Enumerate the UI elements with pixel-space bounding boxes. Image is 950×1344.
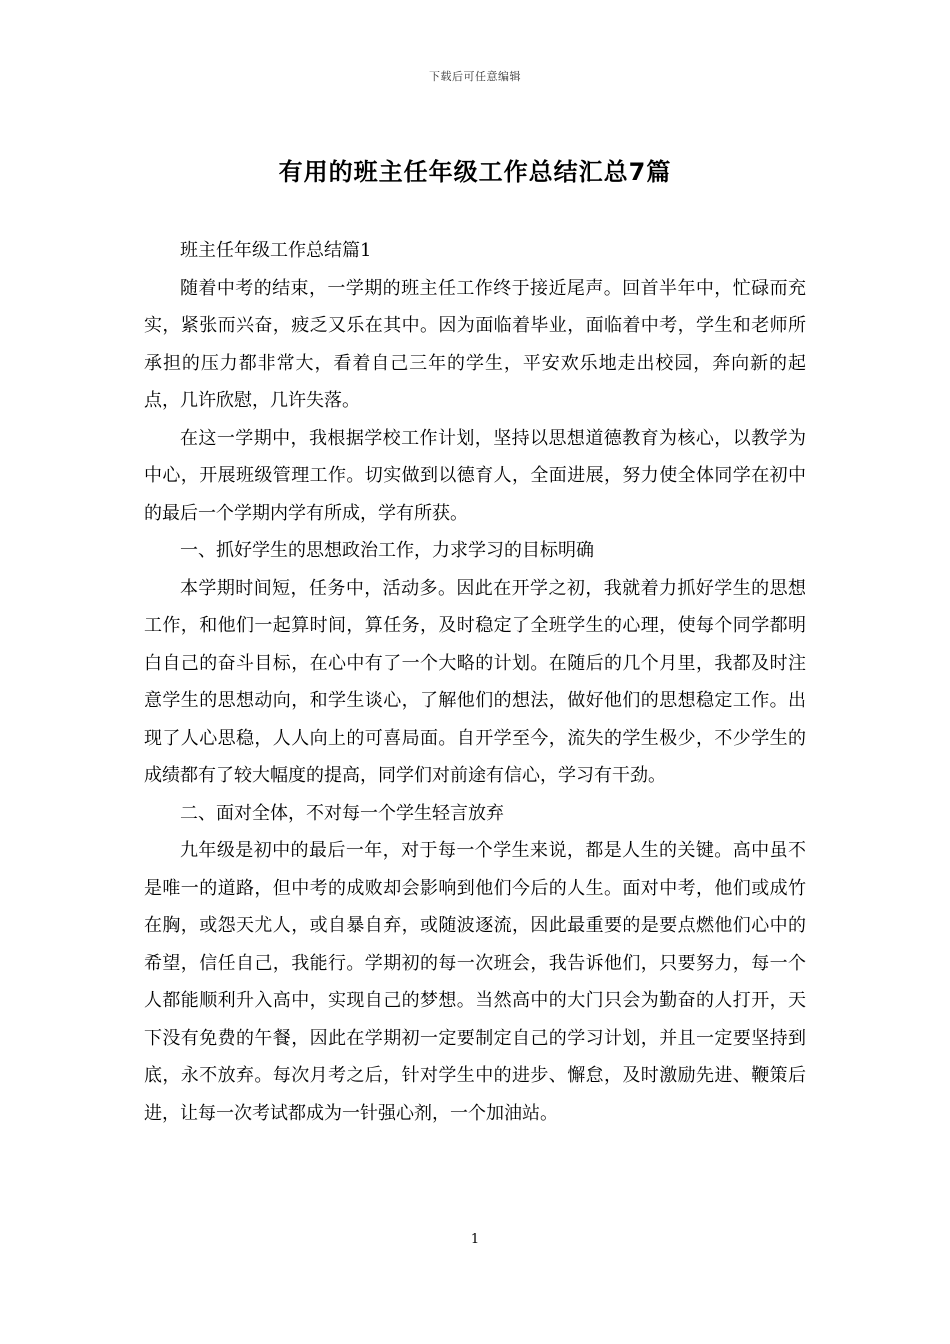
header-note: 下载后可任意编辑 bbox=[429, 70, 521, 83]
paragraph-1: 随着中考的结束，一学期的班主任工作终于接近尾声。回首半年中，忙碌而充实，紧张而兴奋，疲乏又乐在其中。因为面临着毕业，面临着中考，学生和老师所承担的压力都非常大，看着自己三年的学生，平安欢乐地走出校园，奔向新的起点，几许欣慰，几许失落。 bbox=[144, 277, 806, 411]
document-body bbox=[144, 232, 806, 1132]
paragraph-2: 在这一学期中，我根据学校工作计划，坚持以思想道德教育为核心，以教学为中心，开展班级管理工作。切实做到以德育人，全面进展，努力使全体同学在初中的最后一个学期内学有所成，学有所获。 bbox=[144, 427, 806, 524]
document-title: 有用的班主任年级工作总结汇总7篇 bbox=[278, 158, 672, 186]
page-number: 1 bbox=[470, 1232, 480, 1247]
paragraph-4: 九年级是初中的最后一年，对于每一个学生来说，都是人生的关键。高中虽不是唯一的道路，但中考的成败却会影响到他们今后的人生。面对中考，他们或成竹在胸，或怨天尤人，或自暴自弃，或随波逐流，因此最重要的是要点燃他们心中的希望，信任自己，我能行。学期初的每一次班会，我告诉他们，只要努力，每一个人都能顺利升入高中，实现自己的梦想。当然高中的大门只会为勤奋的人打开，天下没有免费的午餐，因此在学期初一定要制定自己的学习计划，并且一定要坚持到底，永不放弃。每次月考之后，针对学生中的进步、懈怠，及时激励先进、鞭策后进，让每一次考试都成为一针强心剂，一个加油站。 bbox=[144, 840, 806, 1124]
paragraph-3: 本学期时间短，任务中，活动多。因此在开学之初，我就着力抓好学生的思想工作，和他们一起算时间，算任务，及时稳定了全班学生的心理，使每个同学都明白自己的奋斗目标，在心中有了一个大略的计划。在随后的几个月里，我都及时注意学生的思想动向，和学生谈心，了解他们的想法，做好他们的思想稳定工作。出现了人心思稳，人人向上的可喜局面。自开学至今，流失的学生极少，不少学生的成绩都有了较大幅度的提高，同学们对前途有信心，学习有干劲。 bbox=[144, 577, 806, 786]
section-heading-1: 班主任年级工作总结篇1 bbox=[180, 240, 372, 261]
subheading-1: 一、抓好学生的思想政治工作，力求学习的目标明确 bbox=[180, 540, 594, 561]
subheading-2: 二、面对全体，不对每一个学生轻言放弃 bbox=[180, 802, 504, 824]
